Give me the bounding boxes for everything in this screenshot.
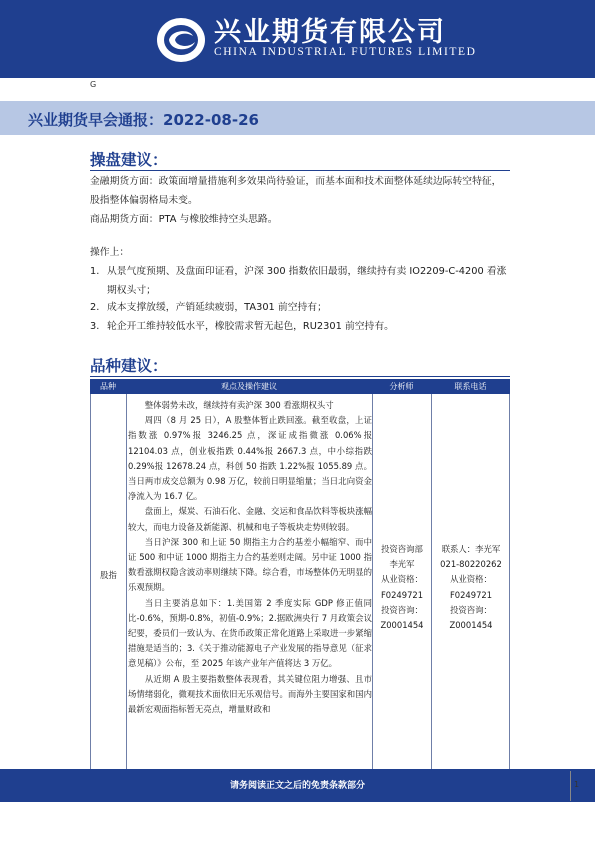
column-divider — [126, 394, 127, 792]
phone-line: Z0001454 — [449, 620, 493, 631]
financial-futures-paragraph: 金融期货方面：政策面增量措施利多效果尚待验证，而基本面和技术面整体延续边际转空特征，股指整体偏弱格局未变。 — [90, 176, 502, 206]
phone-line: 021-80220262 — [440, 559, 502, 570]
company-name-cn: 兴业期货有限公司 — [214, 17, 446, 48]
commodity-futures-paragraph: 商品期货方面：PTA 与橡胶维持空头思路。 — [90, 214, 278, 225]
company-name-en: CHINA INDUSTRIAL FUTURES LIMITED — [214, 46, 477, 58]
phone-line: 投资咨询： — [450, 604, 492, 615]
view-paragraph: 周四（8 月 25 日），A 股整体暂止跌回涨。截至收盘，上证指数涨 0.97%报 3246.25 点，深证成指微涨 0.06%报 12104.03 点，创业板指跌 0.44%报 2667.3 点，中小综指跌 0.29%报 12678.24 点，科创 50 指跌 1.22%报 1055.89 点。当日两市成交总额为 0.98 万亿，较前日明显缩量；当日北向资金净流入为 16.7 亿。 — [128, 415, 372, 502]
view-paragraph: 当日主要消息如下：1.美国第 2 季度实际 GDP 修正值同比-0.6%，预期-0.8%，初值-0.9%；2.据欧洲央行 7 月政策会议纪要，委员们一致认为、在货币政策正常化道路上采取进一步紧缩措施是适当的；3.《关于推动能源电子产业发展的指导意见（征求意见稿）》公布，至 2025 年该产业年产值将达 3 万亿。 — [128, 597, 372, 669]
operation-heading: 操盘建议： — [90, 151, 168, 169]
view-paragraph: 当日沪深 300 和上证 50 期指主力合约基差小幅缩窄、而中证 500 和中证 1000 期指主力合约基差则走阔。另中证 1000 指数看涨期权隐含波动率则继续下降。综合看，市场整体仍无明显的乐观预期。 — [128, 536, 372, 593]
cell-view — [128, 398, 372, 717]
analyst-line: Z0001454 — [380, 620, 424, 631]
variety-heading-rule — [90, 376, 510, 377]
analyst-line: 从业资格： — [381, 574, 423, 585]
header-analyst: 分析师 — [389, 382, 414, 391]
table-row — [90, 394, 510, 792]
analyst-line: 投资咨询： — [381, 604, 423, 615]
company-logo-icon — [155, 14, 207, 66]
phone-line: 联系人：李光军 — [441, 544, 501, 554]
header-view: 观点及操作建议 — [221, 382, 277, 391]
column-divider — [431, 394, 432, 792]
cell-analyst — [373, 542, 431, 633]
ops-item-text: 从景气度预期、及盘面印证看，沪深 300 指数依旧最弱，继续持有卖 IO2209-C-4200 看涨期权头寸； — [107, 266, 507, 296]
disclaimer-note: 请务阅读正文之后的免责条款部分 — [229, 781, 365, 791]
footer-bar — [0, 769, 595, 802]
header-phone: 联系电话 — [454, 382, 487, 391]
table-header-row — [90, 379, 510, 394]
phone-line: F0249721 — [449, 589, 493, 600]
ops-item-text: 轮企开工维持较低水平，橡胶需求暂无起色，RU2301 前空持有。 — [107, 321, 394, 332]
analyst-line: F0249721 — [380, 589, 424, 600]
ops-item-text: 成本支撑放缓，产销延续疲弱，TA301 前空持有； — [107, 302, 327, 313]
header-variety: 品种 — [100, 382, 116, 391]
phone-line: 从业资格： — [450, 574, 492, 585]
report-title-bar — [0, 101, 595, 135]
ops-item-number: 1. — [90, 266, 100, 277]
operation-heading-rule — [90, 170, 510, 171]
report-title: 兴业期货早会通报：2022-08-26 — [28, 111, 259, 129]
operations-intro: 操作上： — [90, 247, 130, 258]
variety-heading: 品种建议： — [90, 357, 168, 375]
view-paragraph: 从近期 A 股主要指数整体表现看，其关键位阻力增强、且市场情绪弱化，微观技术面依旧无乐观信号。而海外主要国家和国内最新宏观面指标暂无亮点，增量财政和 — [128, 673, 372, 715]
stray-character: G — [90, 80, 97, 89]
cell-variety: 股指 — [100, 570, 117, 580]
analyst-line: 投资咨询部 — [381, 544, 423, 554]
page-number: 1 — [574, 780, 580, 789]
ops-item-number: 3. — [90, 321, 100, 332]
analyst-line: 李光军 — [389, 559, 415, 570]
cell-phone — [433, 542, 509, 633]
header-banner — [0, 0, 595, 78]
ops-item-number: 2. — [90, 302, 100, 313]
view-paragraph: 盘面上，煤炭、石油石化、金融、交运和食品饮料等板块涨幅较大，而电力设备及新能源、机械和电子等板块走势则较弱。 — [128, 506, 372, 532]
page-number-divider — [570, 771, 571, 801]
view-paragraph: 整体弱势未改，继续持有卖沪深 300 看涨期权头寸 — [144, 400, 334, 410]
